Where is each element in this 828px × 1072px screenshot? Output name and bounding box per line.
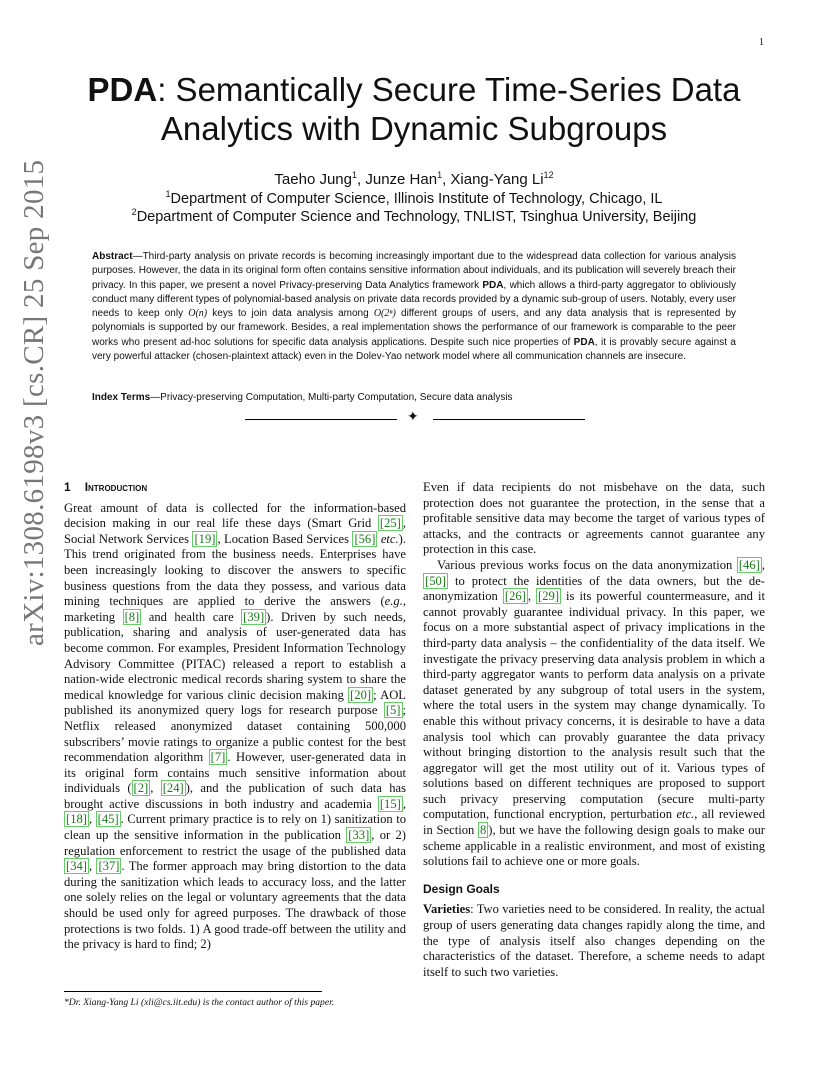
abstract-text-4: different groups of users, and any data analysis that is represented by polynomials is supported by our framework. Besides, a real implementation shows the performance of our framework is comparable to the peer works who present ad-hoc solutions for specific data analysis applications. Despite such nice properties of [92,308,737,348]
title-acronym: PDA [87,71,158,108]
citation-link[interactable]: [25] [379,516,401,531]
citation-link[interactable]: [56] [354,531,376,546]
intro-paragraph-1: Great amount of data is collected for the information-based decision making in our real life these days (Smart Grid [25] , Social Network Services [19] , Location Based Services [56] etc.). This trend originated from the business needs. Enterprises have been increasingly looking to discover the answers to specific business questions from the data they possess, and various data mining techniques are applied to derive the answers (e.g., marketing [8] and health care [39] ). Driven by such needs, publication, sharing and analysis of user-generated data has become common. For examples, President Information Technology Advisory Committee (PITAC) released a report to establish a nation-wide electronic medical records sharing system to share the medical knowledge for various clinic decision making [20] ; AOL published its anonymized query logs for research purpose [5] ; Netflix released anonymized dataset containing 500,000 subscribers’ movie ratings to organize a public contest for the best recommendation algorithm [7] . However, user-generated data in its original form contains much sensitive information about individuals ( [2] , [24] ), and the publication of such data has brought active discussions in both industry and academia [15] , [18] , [45] . Current primary practice is to rely on 1) sanitization to clean up the sensitive information in the publication [33] , or 2) regulation enforcement to restrict the usage of the published data [34] , [37] . The former approach may bring distortion to the data during the sanitization which leads to accuracy loss, and the latter one solely relies on the legal or voluntary agreements that the data should be used only for agreed purposes. The drawback of those protections is two folds. 1) A good trade-off between the utility and the privacy is hard to find; 2) [64,500,407,952]
intro-paragraph-3: Various previous works focus on the data anonymization [46] , [50] to protect the identities of the data owners, but the de-anonymization [26] , [29] is its powerful countermeasure, and it cannot provably guarantee individual privacy. In this paper, we focus on a more substantial aspect of privacy implications in the third-party data analysis – the confidentiality of the data itself. We investigate the privacy preserving data analysis problem in which a third-party aggregator wants to perform data analysis on a private dataset generated by any subgroup of total users in the system, where the total users in the system may change dynamically. To enable this without privacy concerns, it is desirable to have a data analysis tool which can provably guarantee the data privacy without bringing distortion to the analysis result such that the aggregator will get the most utility out of it. Various types of solutions based on different techniques are proposed to support such privacy preserving computation (secure multi-party computation, functional encryption, perturbation etc., all reviewed in Section 8 ), but we have the following design goals to make our scheme applicable in a realistic environment, and most of existing solutions fail to achieve one or more goals. [423,557,766,869]
affiliation-2 [40,207,788,225]
section-heading [64,480,406,496]
author-2: , Junze Han [357,171,438,188]
abstract-math-o2n: O(2ⁿ) [373,308,396,320]
citation-link[interactable]: [34] [66,859,87,874]
author-3-sup: 12 [543,170,554,180]
design-goals-heading: Design Goals [423,881,500,896]
citation-link[interactable]: [50] [425,573,446,588]
author-3: , Xiang-Yang Li [442,171,544,188]
page-number: 1 [759,37,764,48]
abstract [92,250,736,364]
abstract-text-5: , it is provably secure against a very powerful attacker (chosen-plaintext attack) even in the Dolev-Yao network model where all communication channels are insecure. [92,336,736,363]
citation-link[interactable]: [46] [738,557,760,572]
author-list [40,170,788,188]
citation-link[interactable]: [8] [124,609,140,624]
intro-paragraph-2: Even if data recipients do not misbehave on the data, such protection does not guarantee the protection, in the sense that a profitable sensitive data may become the target of various types of attacks, and the contracts or agreements cannot guarantee any protection in this case. [423,480,765,557]
footnote-rule [64,991,322,992]
citation-link[interactable]: [20] [350,687,372,702]
abstract-text-3: keys to join data analysis among [207,308,374,320]
abstract-math-on: O(n) [188,308,208,320]
abstract-pda-2: PDA [573,336,595,348]
citation-link[interactable]: [39] [243,609,265,624]
affiliation-1-sup: 1 [165,189,171,199]
affiliation-1-text: Department of Computer Science, Illinois Institute of Technology, Chicago, IL [170,190,663,207]
title-line2: Analytics with Dynamic Subgroups [160,110,668,147]
arxiv-sidebar-stamp: arXiv:1308.6198v3 [cs.CR] 25 Sep 2015 [18,159,50,646]
citation-link[interactable]: [26] [504,589,526,604]
citation-link[interactable]: [29] [538,589,560,604]
citation-link[interactable]: [15] [379,796,401,811]
affiliation-2-sup: 2 [131,207,137,217]
index-terms [92,392,736,403]
affiliation-2-text: Department of Computer Science and Technology, TNLIST, Tsinghua University, Beijing [136,208,697,225]
left-column [64,480,406,953]
author-1: Taeho Jung [274,171,352,188]
divider-line-right [433,419,585,420]
citation-link[interactable]: [7] [210,750,226,765]
citation-link[interactable]: [24] [162,781,184,796]
citation-link[interactable]: [19] [194,531,216,546]
footnote: *Dr. Xiang-Yang Li (xli@cs.iit.edu) is the contact author of this paper. [64,997,335,1008]
citation-link[interactable]: [45] [97,812,119,827]
varieties-label: Varieties [423,902,471,917]
abstract-text-2: , which allows a third-party aggregator to obliviously conduct many different types of polynomial-based analysis on private data records provided by a dynamic sub-group of users. Notably, every user needs to keep only [92,279,736,320]
paper-title [40,70,788,148]
author-2-sup: 1 [437,170,443,180]
citation-link[interactable]: [2] [133,781,149,796]
citation-link[interactable]: [5] [385,703,401,718]
affiliation-1 [40,189,788,207]
abstract-text-1: —Third-party analysis on private records is becoming increasingly important due to the widespread data collection for various analysis purposes. However, the data in its original form often contains sensitive information about individuals, and its publication will severely breach their privacy. In this paper, we present a novel Privacy-preserving Data Analytics framework [92,251,736,291]
divider-star-icon: ✦ [407,410,419,425]
citation-link[interactable]: [33] [348,828,370,843]
index-terms-text: —Privacy-preserving Computation, Multi-party Computation, Secure data analysis [150,392,513,403]
index-terms-label: Index Terms [92,392,151,403]
right-column [423,480,765,980]
abstract-pda-1: PDA [482,279,504,291]
abstract-label: Abstract [92,251,133,262]
citation-link[interactable]: [37] [98,859,120,874]
section-link[interactable]: 8 [480,823,487,838]
section-number: 1 [64,480,71,494]
varieties-paragraph: Varieties: Two varieties need to be considered. In reality, the actual group of users generating data changes rapidly along the time, and the type of analysis itself also changes depending on the characteristics of the dataset. Therefore, a scheme needs to adapt itself to such two varieties. [423,902,765,979]
citation-link[interactable]: [18] [66,812,87,827]
divider-line-left [245,419,397,420]
author-1-sup: 1 [352,170,358,180]
section-divider [245,410,585,425]
title-line1: : Semantically Secure Time-Series Data [157,71,741,108]
section-title: Introduction [84,480,148,494]
